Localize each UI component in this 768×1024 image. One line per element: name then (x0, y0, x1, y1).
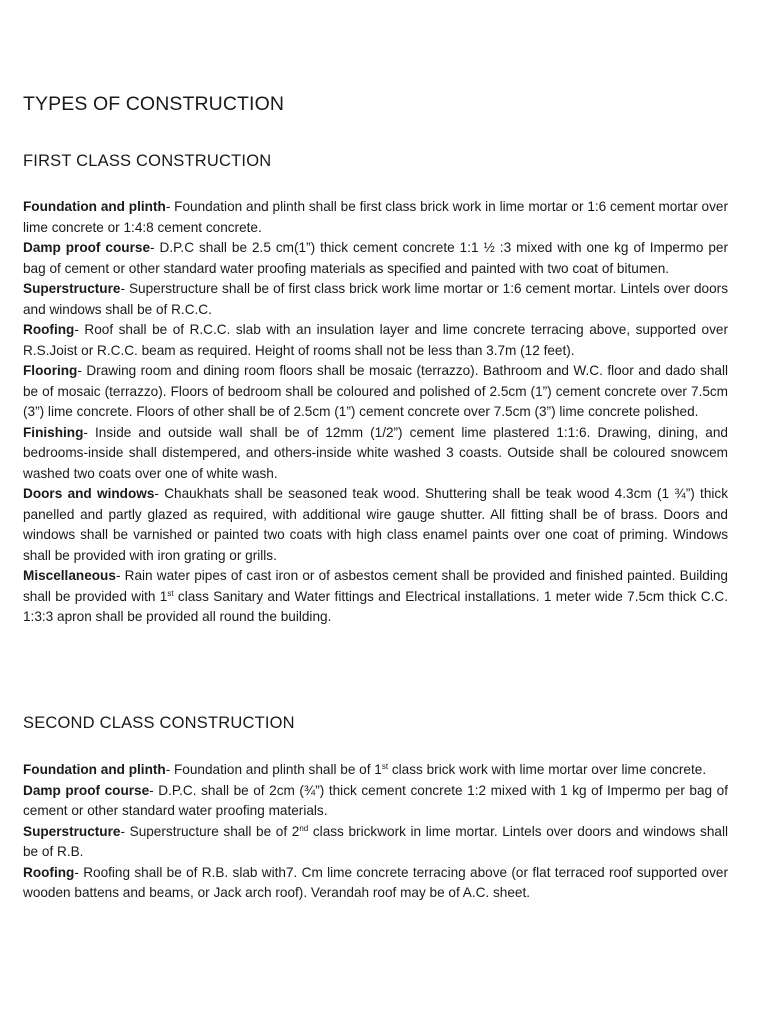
entry-text: - Drawing room and dining room floors shall be mosaic (terrazzo). Bathroom and W.C. floor and dado shall be of mosaic (terrazzo). Floors of bedroom shall be coloured and polished of 2.5cm (1”) cement concrete over 7.5cm (3”) lime concrete. Floors of other shall be of 2.5cm (1”) cement concrete over 7.5cm (3”) lime concrete polished. (23, 363, 728, 419)
entry-superstructure (23, 822, 728, 863)
entry-term: Superstructure (23, 823, 121, 839)
entry-text: - Roof shall be of R.C.C. slab with an insulation layer and lime concrete terracing above, supported over R.S.Joist or R.C.C. beam as required. Height of rooms shall not be less than 3.7m (12 feet). (23, 322, 728, 358)
entry-term: Damp proof course (23, 782, 150, 798)
entry-term: Doors and windows (23, 486, 155, 501)
entry-text-continued: class brick work with lime mortar over lime concrete. (388, 762, 707, 777)
entry-text-continued: class brickwork in lime mortar. Lintels over doors and windows shall be of R.B. (23, 823, 728, 859)
section-first-class (23, 197, 728, 628)
entry-term: Roofing (23, 322, 75, 337)
entry-term: Superstructure (23, 281, 121, 296)
document-title: TYPES OF CONSTRUCTION (23, 93, 285, 115)
section-heading-second-class: SECOND CLASS CONSTRUCTION (23, 714, 295, 732)
entry-text: - Roofing shall be of R.B. slab with7. Cm lime concrete terracing above (or flat terraced roof supported over wooden battens and beams, or Jack arch roof). Verandah roof may be of A.C. sheet. (23, 864, 728, 900)
entry-text: - Foundation and plinth shall be first class brick work in lime mortar or 1:6 cement mortar over lime concrete or 1:4:8 cement concrete. (23, 199, 729, 235)
entry-flooring (23, 361, 728, 423)
entry-text: - D.P.C. shall be of 2cm (¾”) thick cement concrete 1:2 mixed with 1 kg of Impermo per bag of cement or other standard water proofing materials. (23, 782, 728, 818)
section-second-class (23, 760, 728, 904)
entry-term: Roofing (23, 864, 75, 880)
ordinal-superscript: st (381, 762, 389, 771)
entry-roofing (23, 320, 728, 361)
entry-text: - Superstructure shall be of first class brick work lime mortar or 1:6 cement mortar. Lintels over doors and windows shall be of R.C.C. (23, 281, 728, 317)
entry-text: - Inside and outside wall shall be of 12mm (1/2”) cement lime plastered 1:1:6. Drawing, dining, and bedrooms-inside shall distempered, and others-inside white washed 3 coasts. Outside shall be coloured snowcem washed two coats over one of white wash. (23, 424, 728, 481)
entry-damp-proof-course (23, 781, 728, 822)
entry-term: Foundation and plinth (23, 199, 166, 214)
entry-text: - Foundation and plinth shall be of 1 (165, 762, 382, 777)
entry-term: Foundation and plinth (23, 762, 166, 777)
entry-text: - Superstructure shall be of 2 (120, 823, 300, 839)
ordinal-superscript: st (167, 588, 174, 598)
entry-term: Damp proof course (23, 240, 151, 255)
entry-finishing (23, 423, 728, 485)
section-heading-first-class: FIRST CLASS CONSTRUCTION (23, 152, 272, 170)
entry-text: - D.P.C shall be 2.5 cm(1”) thick cement concrete 1:1 ½ :3 mixed with one kg of Impermo per bag of cement or other standard water proofing materials as specified and painted with two coat of bitumen. (23, 240, 728, 276)
entry-text-continued: class Sanitary and Water fittings and Electrical installations. 1 meter wide 7.5cm thick C.C. 1:3:3 apron shall be provided all round the building. (23, 588, 728, 624)
entry-term: Flooring (23, 363, 78, 378)
entry-damp-proof-course (23, 238, 728, 279)
entry-doors-and-windows (23, 484, 728, 566)
entry-foundation-and-plinth (23, 197, 728, 238)
entry-superstructure (23, 279, 728, 320)
entry-term: Miscellaneous (23, 568, 116, 583)
entry-text: - Rain water pipes of cast iron or of asbestos cement shall be provided and finished painted. Building shall be provided with 1 (23, 568, 728, 604)
entry-text: - Chaukhats shall be seasoned teak wood. Shuttering shall be teak wood 4.3cm (1 ¾”) thick panelled and partly glazed as required, with additional wire gauge shutter. All fitting shall be of brass. Doors and windows shall be varnished or painted two coats with high class enamel paints over one coat of priming. Windows shall be provided with iron grating or grills. (23, 486, 728, 563)
ordinal-superscript: nd (299, 823, 309, 833)
entry-term: Finishing (23, 424, 84, 440)
entry-roofing (23, 863, 728, 904)
entry-miscellaneous (23, 566, 728, 628)
entry-foundation-and-plinth (23, 760, 728, 781)
